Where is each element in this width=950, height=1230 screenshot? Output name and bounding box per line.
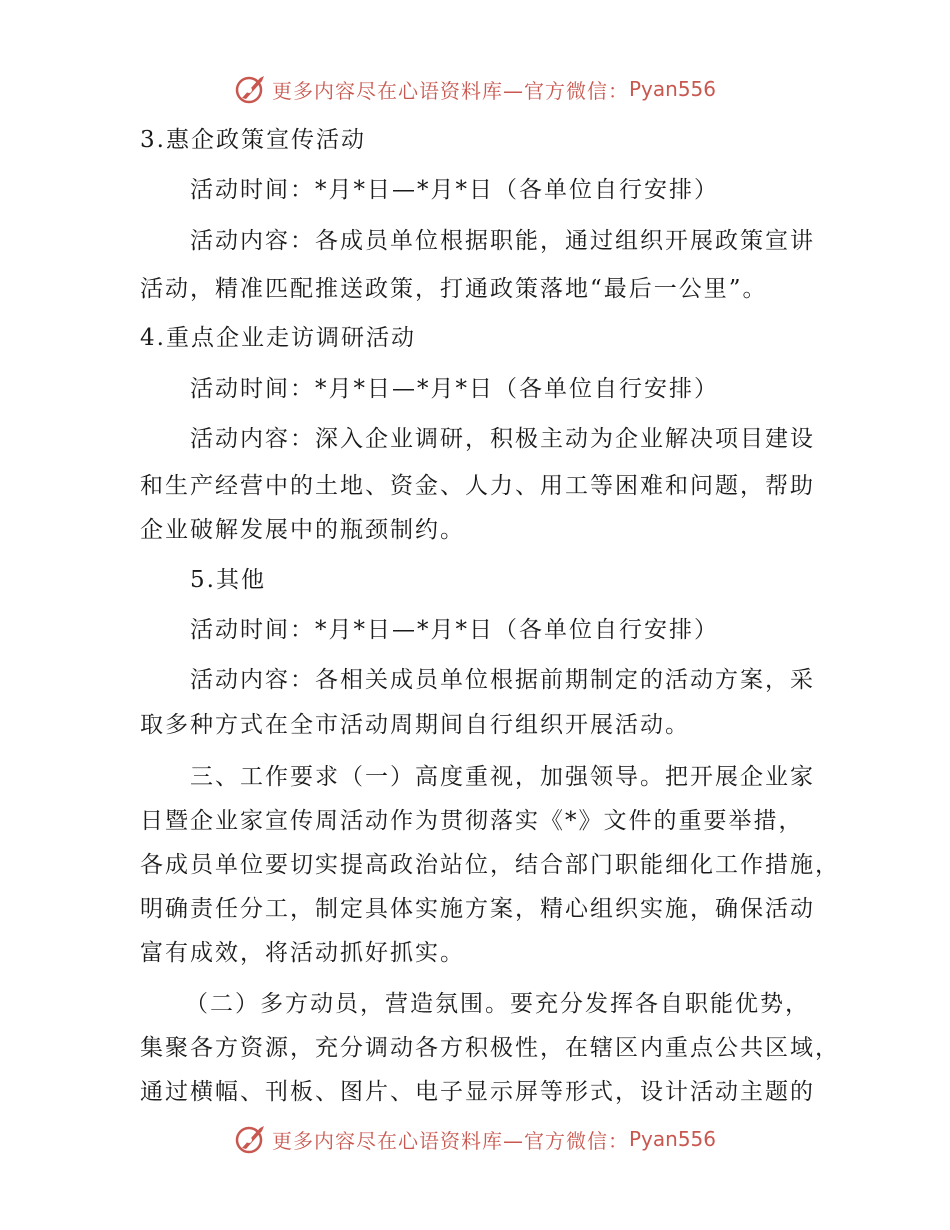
- watermark-text: 更多内容尽在心语资料库—官方微信：: [271, 1128, 629, 1153]
- section-heading: 三、工作要求（一）高度重视，加强领导。把开展企业家: [190, 764, 815, 790]
- heading-item-3: 3.惠企政策宣传活动: [140, 127, 366, 153]
- paragraph-line: 活动内容：深入企业调研，积极主动为企业解决项目建设: [190, 426, 815, 452]
- paragraph-line: 各成员单位要切实提高政治站位，结合部门职能细化工作措施，: [140, 852, 840, 878]
- paragraph-line: （二）多方动员，营造氛围。要充分发挥各自职能优势，: [185, 991, 810, 1017]
- paragraph-line: 企业破解发展中的瓶颈制约。: [140, 517, 465, 543]
- watermark-text: 更多内容尽在心语资料库—官方微信：: [271, 78, 629, 103]
- heading-item-4: 4.重点企业走访调研活动: [140, 325, 416, 351]
- paragraph-line: 活动内容：各成员单位根据职能，通过组织开展政策宣讲: [190, 228, 815, 254]
- paragraph-line: 活动时间：*月*日—*月*日（各单位自行安排）: [190, 376, 719, 402]
- paragraph-line: 集聚各方资源，充分调动各方积极性，在辖区内重点公共区域，: [140, 1035, 840, 1061]
- paragraph-line: 富有成效，将活动抓好抓实。: [140, 940, 465, 966]
- heading-item-5: 5.其他: [190, 567, 266, 593]
- quill-logo-icon: [234, 1122, 268, 1156]
- paragraph-line: 通过横幅、刊板、图片、电子显示屏等形式，设计活动主题的: [140, 1079, 815, 1105]
- paragraph-line: 活动时间：*月*日—*月*日（各单位自行安排）: [190, 177, 719, 203]
- paragraph-line: 日暨企业家宣传周活动作为贯彻落实《*》文件的重要举措，: [140, 808, 804, 834]
- watermark-footer: [0, 1117, 950, 1161]
- watermark-handle: Pyan556: [628, 77, 716, 101]
- watermark-header: [0, 67, 950, 111]
- paragraph-line: 活动内容：各相关成员单位根据前期制定的活动方案，采: [190, 667, 815, 693]
- paragraph-line: 活动，精准匹配推送政策，打通政策落地“最后一公里”。: [140, 276, 768, 302]
- paragraph-line: 明确责任分工，制定具体实施方案，精心组织实施，确保活动: [140, 896, 815, 922]
- paragraph-line: 和生产经营中的土地、资金、人力、用工等困难和问题，帮助: [140, 473, 815, 499]
- watermark-handle: Pyan556: [628, 1127, 716, 1151]
- quill-logo-icon: [234, 72, 268, 106]
- paragraph-line: 活动时间：*月*日—*月*日（各单位自行安排）: [190, 617, 719, 643]
- paragraph-line: 取多种方式在全市活动周期间自行组织开展活动。: [140, 712, 690, 738]
